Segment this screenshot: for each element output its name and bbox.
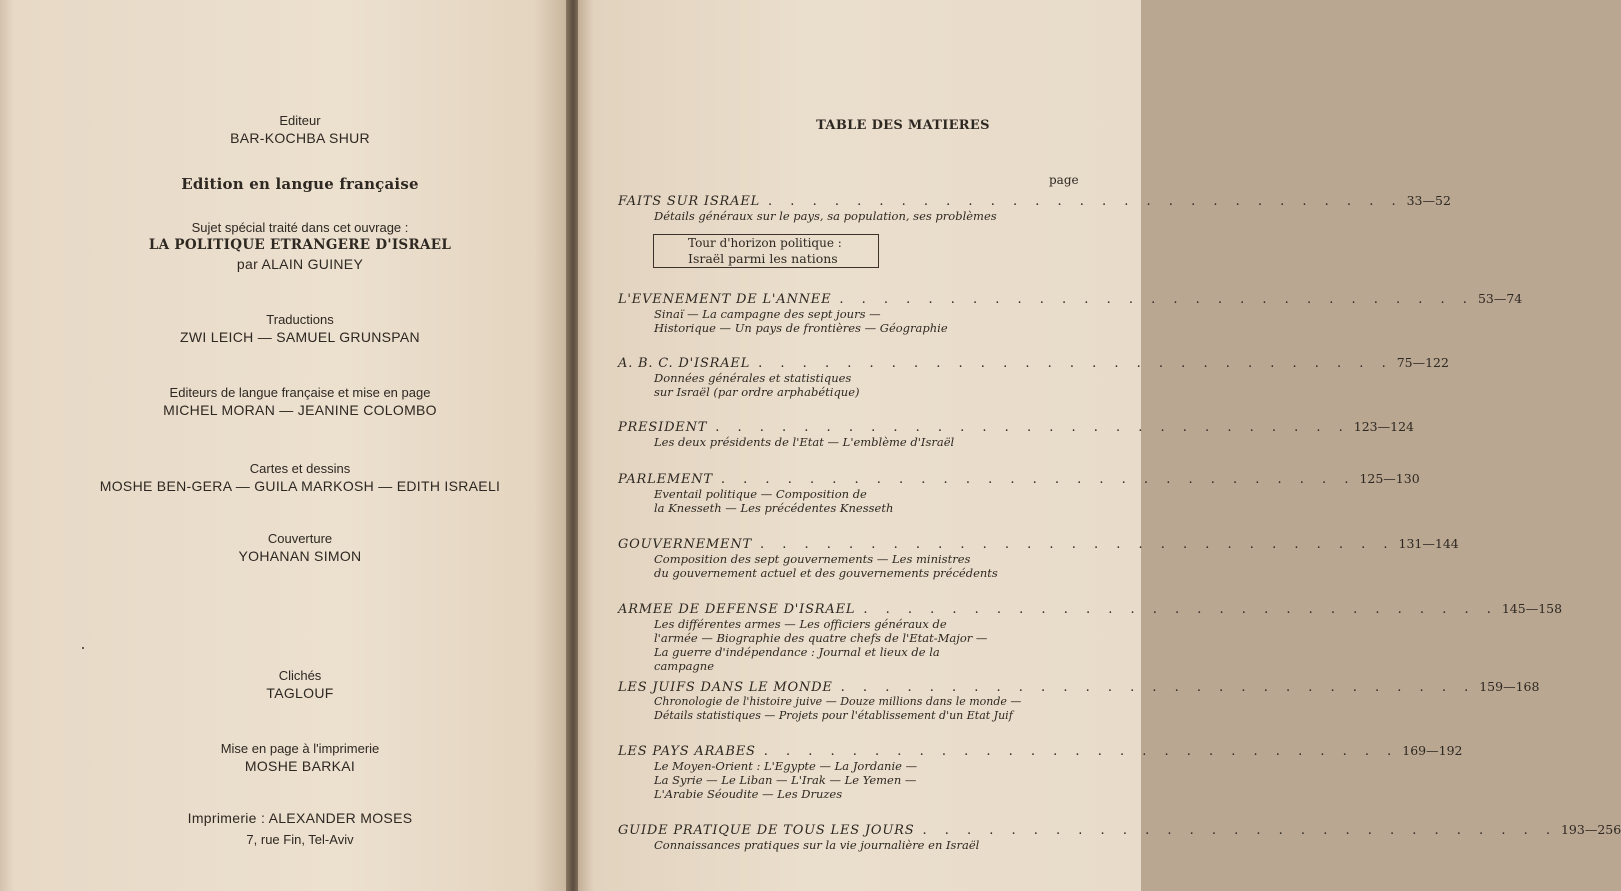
special-subject-label: Sujet spécial traité dans cet ouvrage : [191, 220, 409, 235]
toc-entry [618, 679, 1540, 723]
toc-entry [618, 355, 1449, 399]
editor-name: BAR-KOCHBA SHUR [230, 130, 370, 146]
layout-printing-name: MOSHE BARKAI [244, 758, 356, 774]
toc-entry-description: Chronologie de l'histoire juive — Douze millions dans le monde — Détails statistiques — Projets pour l'établissement d'un Etat Juif [654, 695, 1022, 722]
toc-leader-dots: . . . . . . . . . . . . . . . . . . . . . . . . . . . . . [863, 602, 1498, 617]
toc-entry [618, 291, 1523, 335]
translations-names: ZWI LEICH — SAMUEL GRUNSPAN [180, 329, 420, 345]
highlight-box-line1: Tour d'horizon politique : [688, 236, 842, 250]
special-subject-title: LA POLITIQUE ETRANGERE D'ISRAEL [148, 237, 452, 253]
layout-printing-label: Mise en page à l'imprimerie [220, 741, 380, 756]
toc-entry-pages: 75—122 [1396, 355, 1449, 370]
toc-entry-title: LES PAYS ARABES [618, 744, 756, 759]
printer-address: 7, rue Fin, Tel-Aviv [246, 832, 354, 847]
cover-block [60, 530, 540, 566]
toc-leader-dots: . . . . . . . . . . . . . . . . . . . . . . . . . . . . . [768, 194, 1403, 209]
cliches-block [60, 667, 540, 703]
special-subject-block [60, 219, 540, 274]
toc-entry-description: Le Moyen-Orient : L'Egypte — La Jordanie — La Syrie — Le Liban — L'Irak — Le Yemen — L'Arabie Séoudite — Les Druzes [654, 759, 918, 801]
toc-entry-description: Sinaï — La campagne des sept jours — Historique — Un pays de frontières — Géographie [654, 307, 948, 335]
toc-entry-pages: 159—168 [1479, 679, 1540, 694]
right-page [578, 0, 1621, 891]
maps-drawings-block [60, 460, 540, 496]
special-subject-author: par ALAIN GUINEY [236, 256, 364, 272]
toc-entry-title: FAITS SUR ISRAEL [618, 194, 761, 209]
toc-entry [618, 536, 1459, 580]
toc-entry-description: Les différentes armes — Les officiers généraux de l'armée — Biographie des quatre chefs de l'Etat-Major — La guerre d'indépendance : Journal et lieux de la campagne [654, 617, 988, 673]
toc-entry-pages: 131—144 [1398, 536, 1459, 551]
french-editors-label: Editeurs de langue française et mise en page [169, 385, 431, 400]
translations-label: Traductions [266, 312, 334, 327]
toc-entry-description: Les deux présidents de l'Etat — L'emblème d'Israël [654, 435, 955, 449]
toc-title: TABLE DES MATIERES [816, 118, 990, 133]
translations-block [60, 311, 540, 347]
left-page [0, 0, 568, 891]
toc-entry-title: PRESIDENT [618, 420, 708, 435]
toc-entry [618, 601, 1563, 673]
toc-entry-pages: 33—52 [1406, 193, 1451, 208]
toc-entry-description: Connaissances pratiques sur la vie journalière en Israël [654, 838, 980, 852]
cliches-label: Clichés [278, 668, 322, 683]
toc-entry-pages: 193—256 [1560, 822, 1621, 837]
toc-entry-pages: 169—192 [1402, 743, 1463, 758]
toc-entry-title: L'EVENEMENT DE L'ANNEE [618, 292, 832, 307]
toc-entry-title: A. B. C. D'ISRAEL [618, 356, 751, 371]
cliches-name: TAGLOUF [266, 685, 334, 701]
toc-entry [618, 743, 1463, 801]
cover-name: YOHANAN SIMON [238, 548, 362, 564]
highlight-box [653, 234, 879, 268]
french-editors-names: MICHEL MORAN — JEANINE COLOMBO [163, 402, 437, 418]
toc-entry-title: LES JUIFS DANS LE MONDE [618, 680, 833, 695]
printer-name: ALEXANDER MOSES [268, 810, 413, 826]
toc-entry [618, 471, 1420, 515]
toc-entry-pages: 145—158 [1501, 601, 1563, 616]
toc-leader-dots: . . . . . . . . . . . . . . . . . . . . . . . . . . . . . [758, 356, 1393, 371]
toc-leader-dots: . . . . . . . . . . . . . . . . . . . . . . . . . . . . . [839, 292, 1474, 307]
highlight-box-line2: Israël parmi les nations [688, 251, 838, 266]
toc-entry-description: Composition des sept gouvernements — Les ministres du gouvernement actuel et des gouvernements précédents [654, 552, 998, 580]
toc-leader-dots: . . . . . . . . . . . . . . . . . . . . . . . . . . . . . [763, 744, 1399, 759]
print-speck [82, 647, 84, 649]
toc-entry-pages: 53—74 [1477, 291, 1523, 306]
edition-title: Edition en langue française [181, 175, 419, 193]
toc-leader-dots: . . . . . . . . . . . . . . . . . . . . . . . . . . . . . [922, 823, 1557, 838]
toc-leader-dots: . . . . . . . . . . . . . . . . . . . . . . . . . . . . . [715, 420, 1350, 435]
toc-entry-title: PARLEMENT [618, 472, 713, 487]
toc-entry-description: Détails généraux sur le pays, sa population, ses problèmes [654, 209, 997, 223]
toc-entry-pages: 125—130 [1359, 471, 1420, 486]
editor-label: Editeur [279, 113, 321, 128]
toc-entry-title: GOUVERNEMENT [618, 537, 752, 552]
toc-entry-title: ARMEE DE DEFENSE D'ISRAEL [618, 602, 856, 617]
toc-entry [618, 822, 1621, 852]
layout-printing-block [60, 740, 540, 776]
toc-entry [618, 419, 1414, 449]
french-editors-block [60, 384, 540, 420]
toc-entry [618, 193, 1451, 223]
printer-label: Imprimerie : [187, 810, 266, 826]
toc-leader-dots: . . . . . . . . . . . . . . . . . . . . . . . . . . . . . [840, 680, 1476, 695]
editor-block [60, 112, 540, 148]
cover-label: Couverture [267, 531, 333, 546]
toc-entry-title: GUIDE PRATIQUE DE TOUS LES JOURS [618, 823, 915, 838]
page-column-header: page [1049, 173, 1079, 187]
toc-leader-dots: . . . . . . . . . . . . . . . . . . . . . . . . . . . . . [720, 472, 1356, 487]
printer-line [60, 809, 540, 828]
printer-block [60, 809, 540, 848]
toc-entry-pages: 123—124 [1353, 419, 1414, 434]
maps-drawings-names: MOSHE BEN-GERA — GUILA MARKOSH — EDITH ISRAELI [99, 478, 501, 494]
maps-drawings-label: Cartes et dessins [249, 461, 351, 476]
toc-entry-description: Données générales et statistiques sur Israël (par ordre arphabétique) [654, 371, 860, 399]
toc-entry-description: Eventail politique — Composition de la Knesseth — Les précédentes Knesseth [654, 487, 894, 515]
toc-leader-dots: . . . . . . . . . . . . . . . . . . . . . . . . . . . . . [759, 537, 1395, 552]
